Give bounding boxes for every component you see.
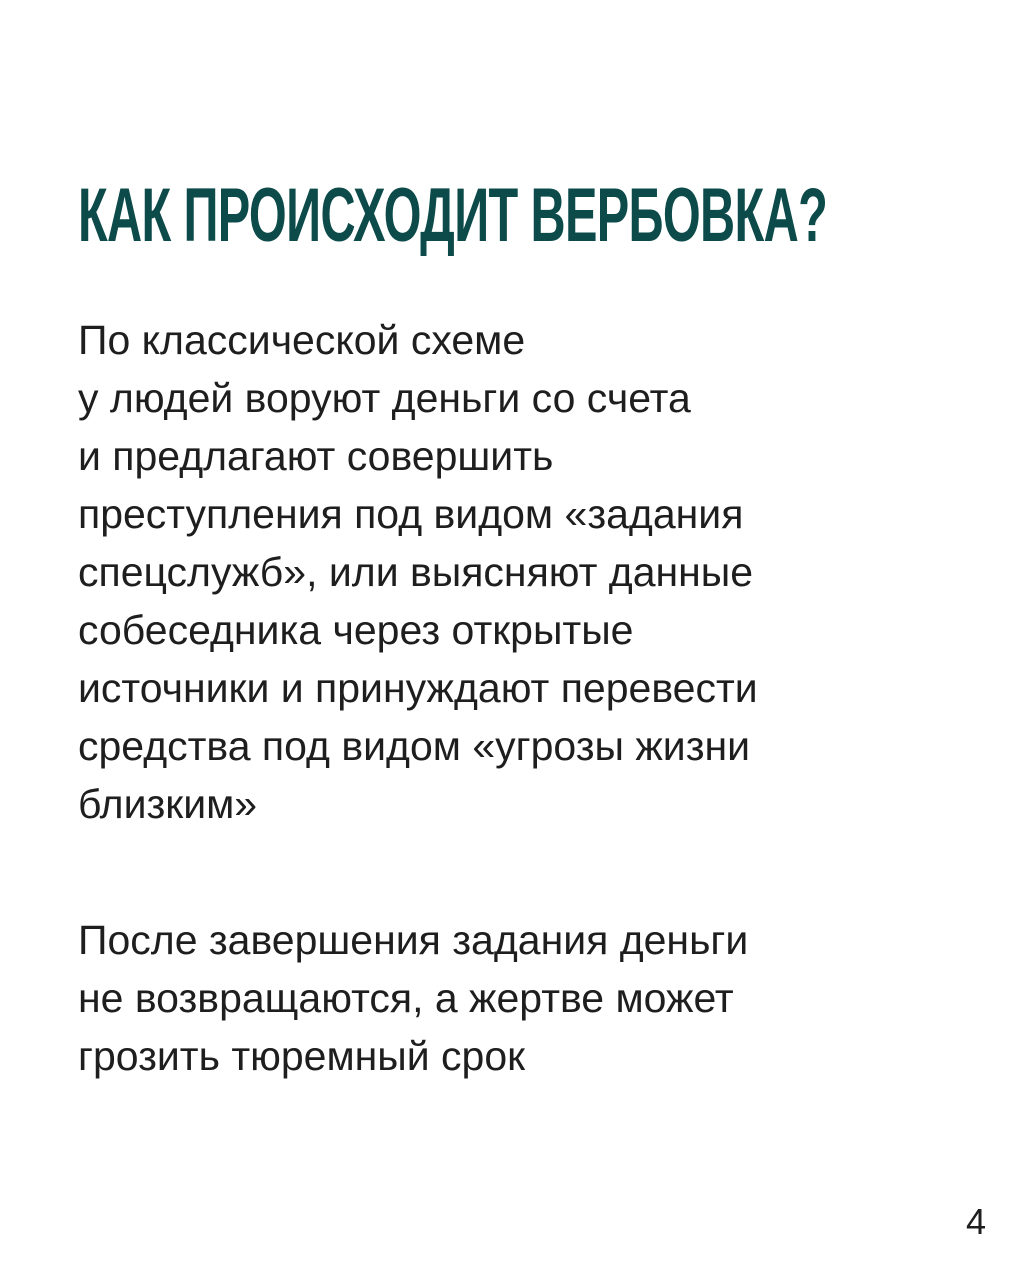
paragraph-line: средства под видом «угрозы жизни — [78, 723, 751, 769]
paragraph-line: спецслужб», или выясняют данные — [78, 549, 754, 595]
paragraph-recruitment-scheme — [78, 311, 958, 833]
paragraph-line: собеседника через открытые — [78, 607, 634, 653]
paragraph-consequences — [78, 911, 958, 1085]
paragraph-line: не возвращаются, а жертве может — [78, 975, 734, 1021]
page-number: 4 — [965, 1201, 986, 1242]
paragraph-line: грозить тюремный срок — [78, 1033, 526, 1079]
page-title: КАК ПРОИСХОДИТ ВЕРБОВКА? — [78, 173, 828, 258]
paragraph-line: близким» — [78, 781, 258, 827]
paragraph-line: После завершения задания деньги — [78, 917, 749, 963]
paragraph-line: и предлагают совершить — [78, 433, 554, 479]
paragraph-line: преступления под видом «задания — [78, 491, 744, 537]
paragraph-line: По классической схеме — [78, 317, 526, 363]
paragraph-line: у людей воруют деньги со счета — [78, 375, 691, 421]
paragraph-line: источники и принуждают перевести — [78, 665, 758, 711]
